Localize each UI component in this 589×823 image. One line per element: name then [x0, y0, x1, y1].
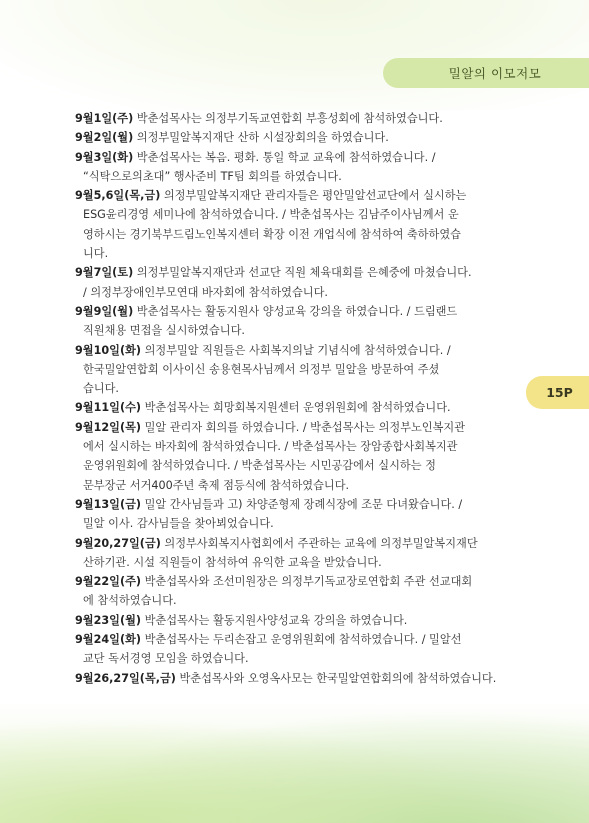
news-list — [75, 109, 515, 688]
entry-text: 교단 독서경영 모임을 하였습니다. — [83, 652, 249, 666]
entry-text: 의정부밀알복지재단 산하 시설장회의을 하였습니다. — [136, 131, 389, 145]
news-entry — [75, 148, 515, 187]
entry-text: 박춘섭목사는 의정부기독교연합회 부흥성회에 참석하였습니다. — [136, 112, 443, 125]
entry-text: ESG윤리경영 세미나에 참석하였습니다. / 박춘섭목사는 김남주이사님께서 운 — [83, 208, 459, 222]
entry-date: 9월11일(수) — [75, 401, 142, 415]
news-entry — [75, 109, 515, 128]
news-entry — [75, 186, 515, 263]
entry-date: 9월13일(금) — [75, 497, 142, 511]
news-entry — [75, 418, 515, 495]
page-number-tab — [526, 376, 589, 409]
news-entry — [75, 341, 515, 399]
entry-text: “식탁으로의초대” 행사준비 TF팀 회의를 하였습니다. — [83, 169, 342, 183]
entry-text: 습니다. — [83, 382, 119, 396]
entry-text: 의정부밀알복지재단과 선교단 직원 체육대회를 은혜중에 마쳤습니다. — [136, 266, 472, 280]
news-entry — [75, 669, 515, 688]
entry-text: 산하기관. 시설 직원들이 참석하여 유익한 교육을 받았습니다. — [83, 555, 382, 569]
entry-date: 9월26,27일(목,금) — [75, 671, 176, 685]
entry-date: 9월24일(화) — [75, 633, 142, 647]
entry-text: 의정부사회복지사협회에서 주관하는 교육에 의정부밀알복지재단 — [164, 536, 478, 550]
entry-date: 9월3일(화) — [75, 150, 134, 164]
entry-text: 박춘섭목사는 복음. 평화. 통일 학교 교육에 참석하였습니다. / — [136, 150, 436, 164]
entry-date: 9월9일(월) — [75, 304, 134, 318]
entry-date: 9월5,6일(목,금) — [75, 189, 161, 203]
background-bottom-foliage — [0, 700, 589, 823]
news-entry — [75, 611, 515, 630]
entry-text: 박춘섭목사는 활동지원사양성교육 강의을 하였습니다. — [144, 613, 408, 627]
news-entry — [75, 263, 515, 302]
entry-text: 영하시는 경기북부드림노인복지센터 확장 이전 개업식에 참석하여 축하하였습 — [83, 227, 461, 241]
entry-text: 의정부밀알복지재단 관리자들은 평안밀알선교단에서 실시하는 — [163, 189, 467, 203]
entry-text: 한국밀알연합회 이사이신 송용현목사님께서 의정부 밀알을 방문하여 주셨 — [83, 362, 440, 376]
entry-text: 밀알 관리자 회의를 하였습니다. / 박춘섭목사는 의정부노인복지관 — [144, 420, 466, 434]
entry-date: 9월12일(목) — [75, 420, 142, 434]
entry-text: 에서 실시하는 바자회에 참석하였습니다. / 박춘섭목사는 장암종합사회복지관 — [83, 440, 458, 454]
background-top — [0, 0, 589, 110]
entry-text: 박춘섭목사는 두리손잡고 운영위원회에 참석하였습니다. / 밀알선 — [144, 633, 462, 647]
entry-text: 박춘섭목사와 오영옥사모는 한국밀알연합회의에 참석하였습니다. — [179, 671, 497, 685]
news-entry — [75, 398, 515, 417]
entry-text: 박춘섭목사와 조선미원장은 의정부기독교장로연합회 주관 선교대회 — [144, 575, 473, 589]
entry-text: 의정부밀알 직원들은 사회복지의날 기념식에 참석하였습니다. / — [144, 343, 451, 357]
entry-text: / 의정부장애인부모연대 바자회에 참석하였습니다. — [83, 285, 328, 299]
entry-text: 박춘섭목사는 희망회복지원센터 운영위원회에 참석하였습니다. — [144, 401, 451, 415]
entry-text: 운영위원회에 참석하였습니다. / 박춘섭목사는 시민공감에서 실시하는 정 — [83, 459, 436, 473]
entry-text: 밀알 이사. 감사님들을 찾아뵈었습니다. — [83, 517, 274, 531]
entry-date: 9월1일(주) — [75, 112, 134, 125]
section-title: 밀알의 이모저모 — [448, 66, 542, 81]
entry-date: 9월2일(월) — [75, 131, 134, 145]
news-entry — [75, 128, 515, 147]
entry-date: 9월23일(월) — [75, 613, 142, 627]
news-entry — [75, 302, 515, 341]
page-number: 15P — [546, 385, 573, 400]
entry-date: 9월20,27일(금) — [75, 536, 161, 550]
entry-date: 9월10일(화) — [75, 343, 142, 357]
news-entry — [75, 495, 515, 534]
news-entry — [75, 572, 515, 611]
news-entry — [75, 630, 515, 669]
section-header — [383, 58, 589, 88]
news-entry — [75, 534, 515, 573]
entry-text: 박춘섭목사는 활동지원사 양성교육 강의을 하였습니다. / 드림랜드 — [136, 304, 458, 318]
entry-text: 문부장군 서거400주년 축제 점등식에 참석하였습니다. — [83, 478, 350, 492]
entry-date: 9월7일(토) — [75, 266, 134, 280]
entry-text: 에 참석하였습니다. — [83, 594, 177, 608]
entry-date: 9월22일(주) — [75, 575, 142, 589]
entry-text: 직원채용 면접을 실시하였습니다. — [83, 324, 245, 338]
entry-text: 니다. — [83, 247, 109, 261]
entry-text: 밀알 간사님들과 고) 차양준형제 장례식장에 조문 다녀왔습니다. / — [144, 497, 463, 511]
